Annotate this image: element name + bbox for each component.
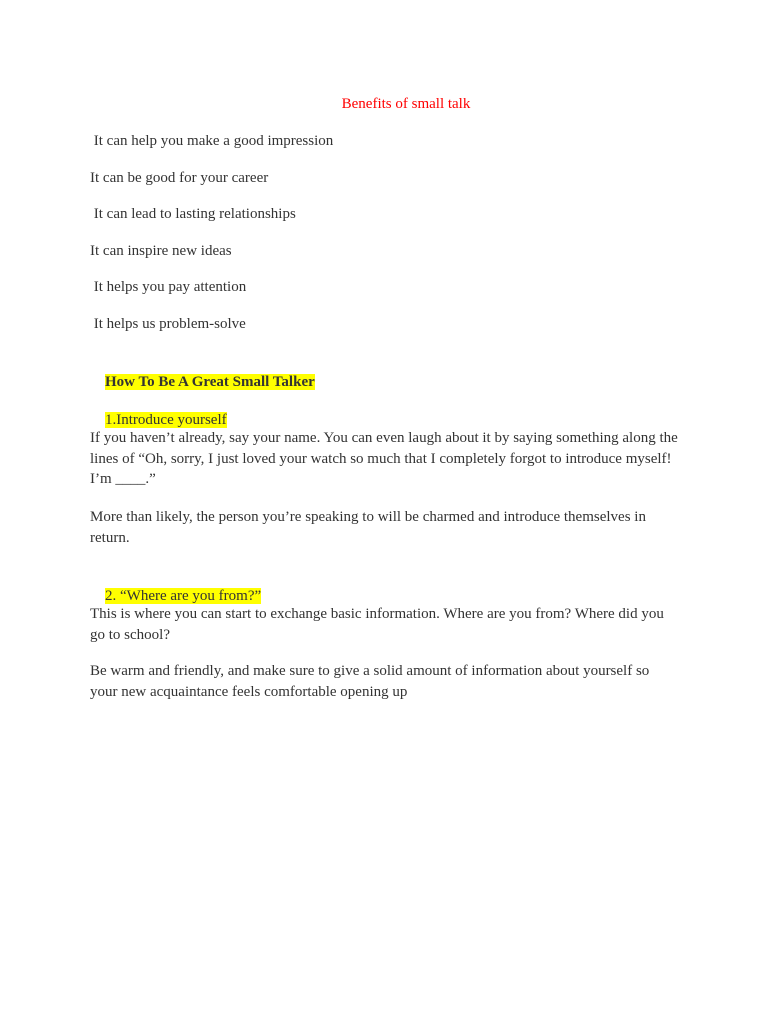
benefit-item: It can inspire new ideas: [90, 243, 232, 259]
step1-heading: 1.Introduce yourself: [105, 412, 227, 428]
step1-paragraph: If you haven’t already, say your name. You can even laugh about it by saying something along the lines of “Oh, sorry, I just loved your watch so much that I completely forgot to introduce myself! I’m ____.”: [90, 430, 678, 487]
document-title: Benefits of small talk: [341, 96, 471, 112]
benefit-item: It can be good for your career: [90, 170, 269, 186]
benefit-item: It can lead to lasting relationships: [90, 206, 296, 222]
step2-paragraph: This is where you can start to exchange basic information. Where are you from? Where did you go to school?: [90, 606, 664, 643]
step1-paragraph-2: More than likely, the person you’re speaking to will be charmed and introduce themselves in return.: [90, 509, 646, 546]
benefit-item: It helps us problem-solve: [90, 316, 246, 332]
step2-heading: 2. “Where are you from?”: [105, 588, 262, 604]
benefit-item: It can help you make a good impression: [90, 133, 334, 149]
step2-paragraph-2: Be warm and friendly, and make sure to give a solid amount of information about yourself so your new acquaintance feels comfortable opening up: [90, 663, 650, 700]
section-heading: How To Be A Great Small Talker: [105, 374, 315, 390]
benefit-item: It helps you pay attention: [90, 279, 247, 295]
